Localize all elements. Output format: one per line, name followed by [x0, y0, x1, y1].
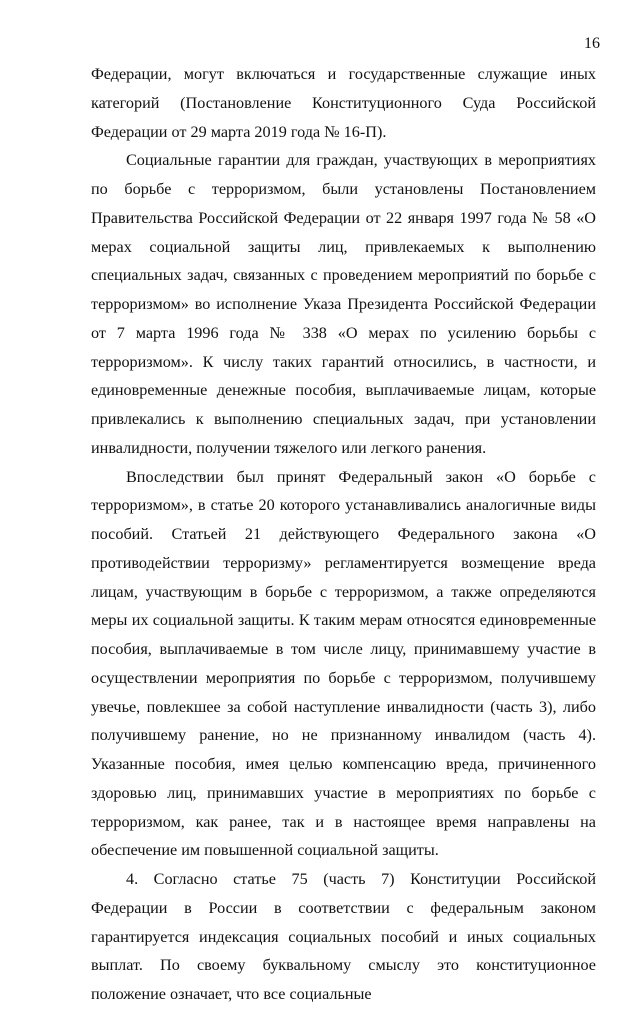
page-number: 16 — [584, 35, 600, 52]
paragraph-continuation: Федерации, могут включаться и государственные служащие иных категорий (Постановление Конституционного Суда Российской Федерации от 29 марта 2019 года № 16-П). — [91, 65, 596, 141]
paragraph-article-75: 4. Согласно статье 75 (часть 7) Конституции Российской Федерации в России в соответствии с федеральным законом гарантируется индексация социальных пособий и иных социальных выплат. По своему буквальному смыслу это конституционное положение означает, что все социальные — [91, 870, 596, 1003]
paragraph-federal-law: Впоследствии был принят Федеральный закон «О борьбе с терроризмом», в статье 20 которого устанавливались аналогичные виды пособий. Статьей 21 действующего Федерального закона «О противодействии терроризму» регламентируется возмещение вреда лицам, участвующим в борьбе с терроризмом, а также определяются меры их социальной защиты. К таким мерам относятся единовременные пособия, выплачиваемые в том числе лицу, принимавшему участие в осуществлении мероприятия по борьбе с терроризмом, получившему увечье, повлекшее за собой наступление инвалидности (часть 3), либо получившему ранение, но не признанному инвалидом (часть 4). Указанные пособия, имея целью компенсацию вреда, причиненного здоровью лиц, принимавших участие в мероприятиях по борьбе с терроризмом, как ранее, так и в настоящее время направлены на обеспечение им повышенной социальной защиты. — [91, 467, 596, 860]
document-body — [91, 60, 596, 1009]
paragraph-social-guarantees: Социальные гарантии для граждан, участвующих в мероприятиях по борьбе с терроризмом, были установлены Постановлением Правительства Российской Федерации от 22 января 1997 года № 58 «О мерах социальной защиты лиц, привлекаемых к выполнению специальных задач, связанных с проведением мероприятий по борьбе с терроризмом» во исполнение Указа Президента Российской Федерации от 7 марта 1996 года № 338 «О мерах по усилению борьбы с терроризмом». К числу таких гарантий относились, в частности, и единовременные денежные пособия, выплачиваемые лицам, которые привлекались к выполнению специальных задач, при установлении инвалидности, получении тяжелого или легкого ранения. — [91, 151, 596, 457]
